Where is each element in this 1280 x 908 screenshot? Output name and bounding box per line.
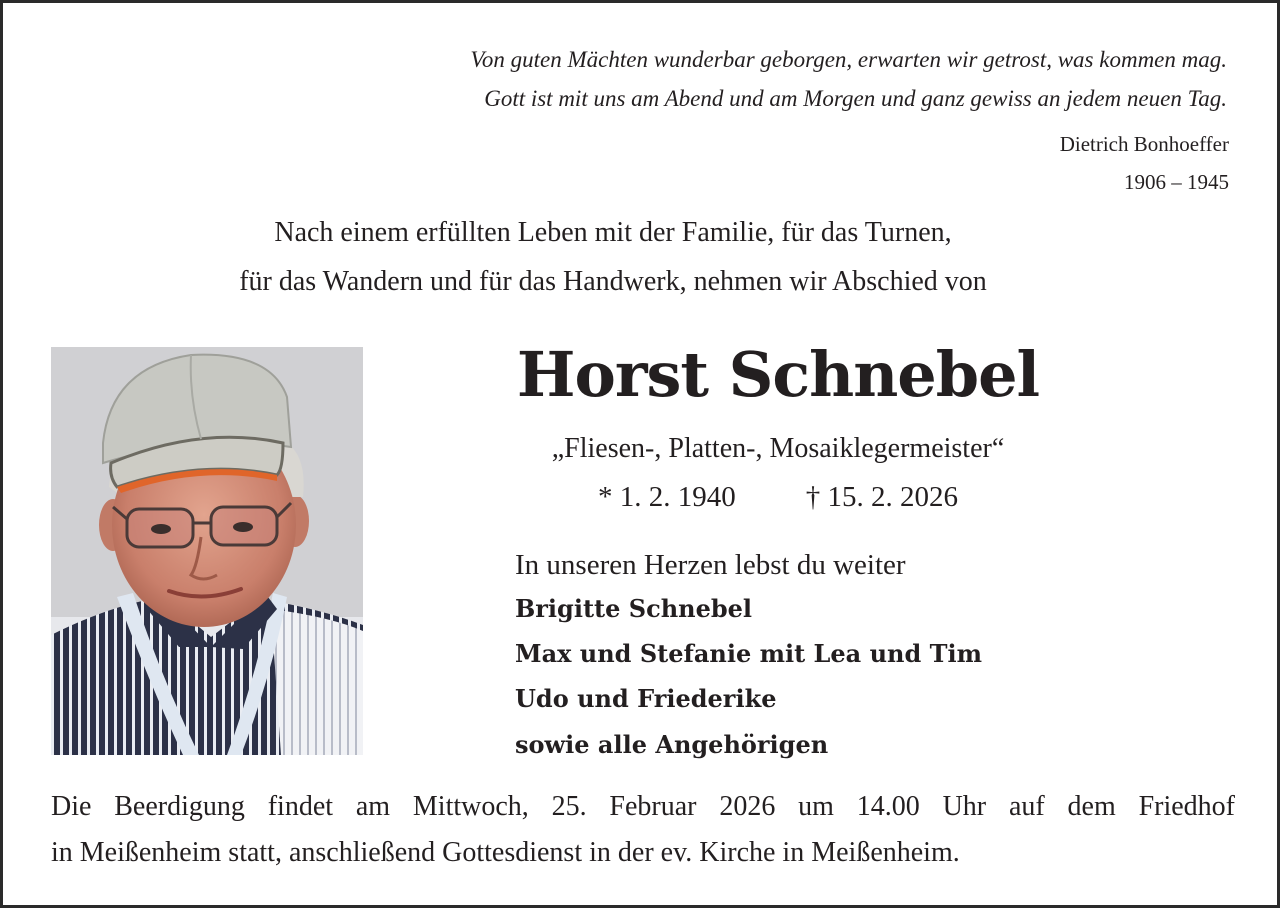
deceased-profession: „Fliesen-, Platten-, Mosaiklegermeister“ [551,433,1005,464]
death-date: † 15. 2. 2026 [805,481,958,513]
funeral-notice-line-1: Die Beerdigung findet am Mittwoch, 25. Februar 2026 um 14.00 Uhr auf dem Friedhof [51,791,1235,822]
quote-author-years: 1906 – 1945 [1124,170,1229,194]
life-dates [443,479,1113,515]
mourners-heading: In unseren Herzen lebst du weiter [515,549,906,581]
birth-date: * 1. 2. 1940 [598,481,736,513]
mourner-name: Brigitte Schnebel [515,594,753,623]
mourner-name: Udo und Friederike [515,684,777,713]
deceased-name: Horst Schnebel [516,338,1040,411]
intro-line-2: für das Wandern und für das Handwerk, nehmen wir Abschied von [239,266,987,297]
quote-author: Dietrich Bonhoeffer [1059,132,1229,156]
quote-line-2: Gott ist mit uns am Abend und am Morgen und ganz gewiss an jedem neuen Tag. [484,86,1227,111]
mourner-name: sowie alle Angehörigen [515,730,829,759]
quote-line-1: Von guten Mächten wunderbar geborgen, erwarten wir getrost, was kommen mag. [470,47,1227,72]
funeral-notice-line-2: in Meißenheim statt, anschließend Gottesdienst in der ev. Kirche in Meißenheim. [51,837,960,868]
intro-line-1: Nach einem erfüllten Leben mit der Familie, für das Turnen, [274,217,952,248]
mourner-name: Max und Stefanie mit Lea und Tim [515,639,982,668]
portrait-photo [51,347,363,755]
